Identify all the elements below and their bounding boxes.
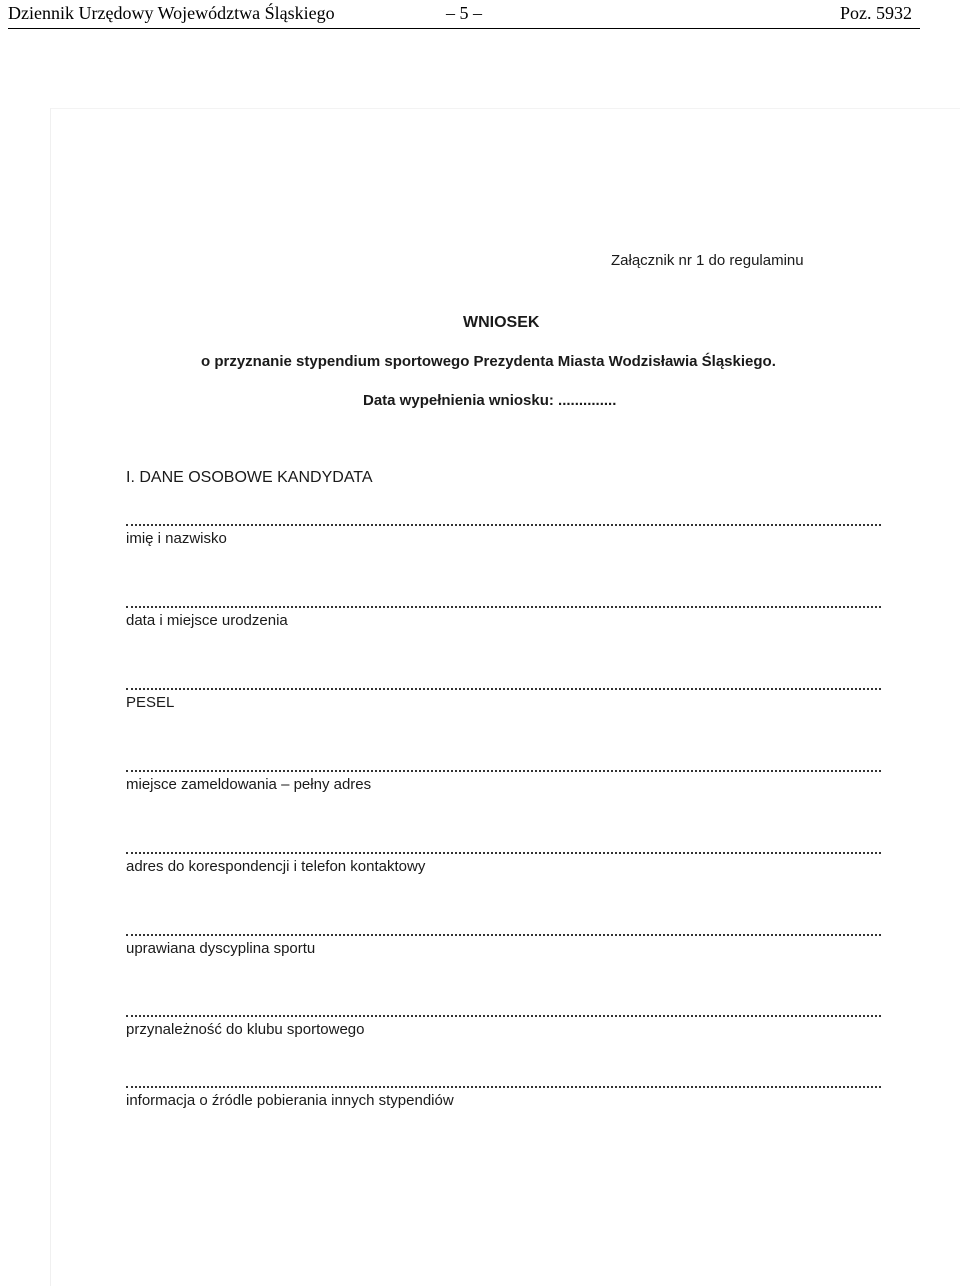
form-field — [126, 1005, 881, 1038]
field-label: PESEL — [126, 694, 175, 711]
fill-in-line — [126, 1076, 881, 1088]
scanned-form — [50, 108, 960, 1286]
fill-in-line — [126, 678, 881, 690]
field-label: data i miejsce urodzenia — [126, 612, 288, 629]
field-label: adres do korespondencji i telefon kontaktowy — [126, 858, 426, 875]
field-label: miejsce zameldowania – pełny adres — [126, 776, 372, 793]
form-subtitle: o przyznanie stypendium sportowego Prezydenta Miasta Wodzisławia Śląskiego. — [201, 353, 776, 370]
position-number: Poz. 5932 — [840, 3, 912, 23]
form-field — [126, 924, 881, 957]
form-field — [126, 1076, 881, 1109]
fill-in-line — [126, 924, 881, 936]
form-field — [126, 596, 881, 629]
field-label: uprawiana dyscyplina sportu — [126, 940, 316, 957]
form-field — [126, 842, 881, 875]
form-field — [126, 678, 881, 711]
fill-in-line — [126, 596, 881, 608]
form-field — [126, 760, 881, 793]
annex-label: Załącznik nr 1 do regulaminu — [611, 252, 804, 269]
fill-in-line — [126, 760, 881, 772]
fill-in-line — [126, 1005, 881, 1017]
field-label: informacja o źródle pobierania innych stypendiów — [126, 1092, 454, 1109]
fill-in-line — [126, 842, 881, 854]
page-number: – 5 – — [446, 3, 482, 23]
form-field — [126, 514, 881, 547]
page-header — [8, 0, 920, 29]
fill-in-line — [126, 514, 881, 526]
field-label: przynależność do klubu sportowego — [126, 1021, 365, 1038]
field-label: imię i nazwisko — [126, 530, 227, 547]
fill-date-line: Data wypełnienia wniosku: .............. — [363, 392, 617, 409]
journal-title: Dziennik Urzędowy Województwa Śląskiego — [8, 3, 335, 23]
form-title: WNIOSEK — [463, 314, 540, 331]
section-title: I. DANE OSOBOWE KANDYDATA — [126, 469, 373, 486]
